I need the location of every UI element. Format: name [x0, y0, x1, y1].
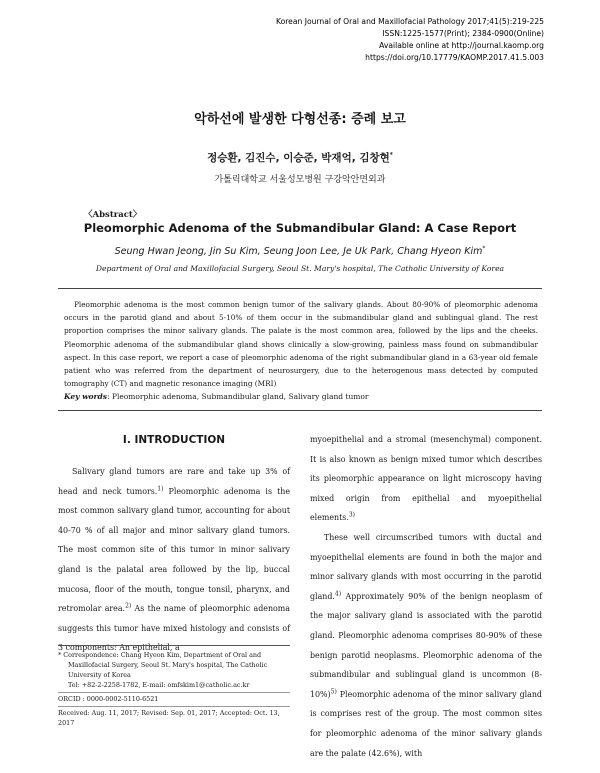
correspondence-line-2: Maxillofacial Surgery, Seoul St. Mary's hospital, The Catholic — [68, 661, 268, 669]
english-affiliation: Department of Oral and Maxillofacial Surgery, Seoul St. Mary's hospital, The Catholic University of Korea — [95, 264, 505, 273]
ref-3[interactable]: 3) — [348, 511, 355, 519]
english-authors: Seung Hwan Jeong, Jin Su Kim, Seung Joon Lee, Je Uk Park, Chang Hyeon Kim* — [114, 244, 486, 257]
received-dates: Received: Aug. 11, 2017; Revised: Sep. 01, 2017; Accepted: Oct. 13, 2017 — [58, 706, 290, 728]
corresponding-mark: * — [389, 151, 393, 159]
korean-title: 악하선에 발생한 다형선종: 증례 보고 — [194, 112, 406, 127]
intro-paragraph-1-cont: myoepithelial and a stromal (mesenchymal) component. It is also known as benign mixed tumor which describes its pleomorphic appearance on light microscopy having mixed origin from epithelial and myoepithelial elements.$^{3)}$ — [310, 435, 542, 523]
contact-info: Tel: +82-2-2258-1782, E-mail: omfskim1@catholic.ac.kr — [68, 681, 250, 689]
english-title: Pleomorphic Adenoma of the Submandibular Gland: A Case Report — [83, 221, 517, 235]
correspondence-line-3: University of Korea — [68, 671, 131, 679]
keywords-list: : Pleomorphic adenoma, Submandibular gland, Salivary gland tumor — [106, 392, 369, 401]
journal-header — [144, 16, 544, 64]
abstract-label: 〈Abstract〉 — [84, 210, 142, 220]
ref-2[interactable]: 2) — [125, 602, 132, 610]
intro-paragraph-2: These well circumscribed tumors with ductal and myoepithelial elements are found in both the major and minor salivary glands with most occurring in the parotid gland.$^{4)}$ Approximately 90% of the benign neoplasm of the major salivary gland is associated with the parotid gland. Pleomorphic adenoma comprises 80-90% of these benign parotid neoplasms. Pleomorphic adenoma of the submandibular and sublingual gland is uncommon $(8-10\%)^{5)}$ Pleomorphic adenoma of the minor salivary gland is comprises rest of the group. The most common sites for pleomorphic adenoma of the minor salivary glands are the palate (42.6%), with — [310, 532, 542, 758]
footnote-rule — [58, 645, 290, 646]
doi-link[interactable]: https://doi.org/10.17779/KAOMP.2017.41.5.003 — [365, 53, 544, 62]
correspondence-line: * Correspondence: Chang Hyeon Kim, Department of Oral and — [58, 651, 262, 659]
keywords — [64, 392, 538, 401]
left-column — [58, 430, 290, 658]
available-online: Available online at http://journal.kaomp.org — [379, 41, 544, 50]
ref-1[interactable]: 1) — [157, 484, 164, 492]
section-heading-introduction: Ⅰ. INTRODUCTION — [122, 434, 226, 446]
issn: ISSN:1225-1577(Print); 2384-0900(Online) — [382, 29, 544, 38]
corresponding-mark-en: * — [482, 244, 486, 252]
ref-4[interactable]: 4) — [334, 590, 342, 598]
abstract-top-rule — [58, 288, 542, 289]
orcid: ORCID : 0000-0002-5110-6521 — [58, 692, 290, 704]
korean-authors: 정승환, 김진수, 이승준, 박재억, 김창현* — [207, 151, 393, 164]
intro-paragraph-1: Salivary gland tumors are rare and take up 3% of head and neck tumors.$^{1)}$ Pleomorphic adenoma is the most common salivary gland tumor, accounting for about 40-70 % of all major and minor salivary gland tumors. The most common site of this tumor in minor salivary gland is the palatal area followed by the lip, buccal mucosa, floor of the mouth, tongue tonsil, pharynx, and retromolar area.$^{2)}$ As the name of pleomorphic adenoma suggests this tumor have mixed histology and consists of 3 components: An epithelial, a — [58, 467, 290, 653]
korean-affiliation: 가톨릭대학교 서울성모병원 구강악안면외과 — [214, 175, 386, 185]
abstract-bottom-rule — [58, 410, 542, 411]
footnote — [58, 650, 290, 728]
keywords-label: Key words — [64, 392, 107, 401]
ref-5[interactable]: 5) — [330, 688, 337, 696]
abstract-body: Pleomorphic adenoma is the most common benign tumor of the salivary glands. About 80-90% of pleomorphic adenoma occurs in the parotid gland and about 5-10% of them occur in the submandibular gland and sublingual gland. The rest proportion comprises the minor salivary glands. The palate is the most common area, followed by the lips and the cheeks. Pleomorphic adenoma of the submandibular gland shows clinically a slow-growing, painless mass found on submandibular aspect. In this case report, we report a case of pleomorphic adenoma of the right submandibular gland in a 63-year old female patient who was referred from the department of neurosurgery, due to the heterogenous mass detected by computed tomography (CT) and magnetic resonance imaging (MRI) — [64, 300, 538, 389]
journal-citation: Korean Journal of Oral and Maxillofacial Pathology 2017;41(5):219-225 — [275, 17, 544, 26]
right-column — [310, 430, 542, 763]
